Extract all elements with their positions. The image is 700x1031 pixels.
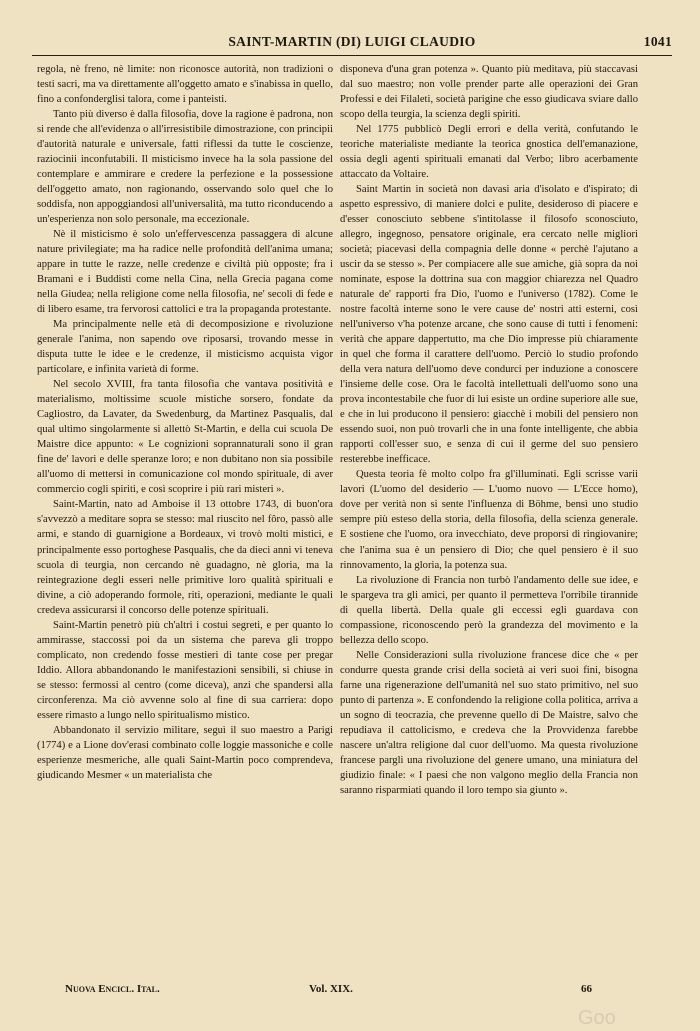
page-footer	[37, 983, 637, 1001]
header-rule	[32, 55, 672, 56]
paragraph: Nel 1775 pubblicò Degli errori e della verità, confutando le teoriche materialiste mediante la teorica gnostica dell'emanazione, ossia degli agenti spirituali emanati dal Verbo; libro acerbamente attaccato da Voltaire.	[340, 124, 638, 181]
scan-watermark: Goo	[578, 1007, 616, 1029]
paragraph: regola, nè freno, nè limite: non riconosce autorità, non tradizioni o testi sacri, ma va direttamente all'oggetto amato e s'inabissa in quello, fino a confonderglisi talora, come i panteisti.	[37, 64, 333, 106]
paragraph: La rivoluzione di Francia non turbò l'andamento delle sue idee, e le spargeva tra gli amici, per quanto il permetteva l'orribile tirannide di quella libertà. Della quale gli eccessi egli guardava con compassione, riconoscendo però la grandezza del movimento e la bellezza dello scopo.	[340, 574, 638, 646]
paragraph: disponeva d'una gran potenza ». Quanto più meditava, più staccavasi dal suo maestro; non volle prender parte alle operazioni dei Gran Professi e dei Filaleti, società parigine che esso giudicava sviare dallo scopo della teurgia, la scienza degli spiriti.	[340, 64, 638, 121]
paragraph: Ma principalmente nelle età di decomposizione e rivoluzione generale l'anima, non sapendo ove riposarsi, trovando messe in disputa tutte le idee e le credenze, il misticismo acquista vigor particolare, e infinita varietà di forme.	[37, 319, 333, 376]
running-header	[32, 32, 672, 52]
footer-volume: Vol. XIX.	[309, 983, 353, 995]
paragraph: Questa teoria fè molto colpo fra gl'illuminati. Egli scrisse varii lavori (L'uomo del desiderio — L'uomo nuovo — L'Ecce homo), dove per verità non si sente l'influenza di Böhme, bensì uno studio sempre più esteso della storia, della filosofia, della scienza generale. E sostiene che l'uomo, ora invecchiato, deve proporsi di ringiovanire; che l'anima sua è un pensiero di Dio; che quel pensiero è il suo rinnovamento, la gloria, la potenza sua.	[340, 469, 638, 571]
paragraph: Nè il misticismo è solo un'effervescenza passaggera di alcune nature privilegiate; ma ha radice nelle profondità dell'anima umana; appare in tutte le razze, nelle credenze e civiltà più opposte; fra i Bramani e i Buddisti come nella Cina, nella Grecia pagana come nella Giudea; nella religione come nella filosofia, ne' secoli di fede e di libero esame, tra fervorosi cattolici e tra la propaganda protestante.	[37, 229, 333, 316]
paragraph: Abbandonato il servizio militare, seguì il suo maestro a Parigi (1774) e a Lione dov'erasi combinato colle loggie massoniche e colle esperienze mesmeriche, alle quali Saint-Martin poco comprendeva, giudicando Mesmer « un materialista che	[37, 724, 333, 781]
paragraph: Saint-Martin, nato ad Amboise il 13 ottobre 1743, di buon'ora s'avvezzò a meditare sopra se stesso: mal riuscito nel fôro, passò alle armi, e stando di guarnigione a Bordeaux, vi trovò molti mistici, e principalmente esso portoghese Pasqualis, che da dieci anni vi teneva scuola di teurgia, non cercando nè guadagno, nè gloria, ma la reintegrazione degli esseri nelle primitive loro qualità spirituali e divine, a ciò adoperando formole, riti, operazioni, mediante le quali credeva assicurarsi il concorso delle potenze spirituali.	[37, 499, 333, 616]
paragraph: Nel secolo XVIII, fra tanta filosofia che vantava positività e materialismo, moltissime scuole mistiche sorsero, fondate da Cagliostro, da Lavater, da Swedenburg, da Martinez Pasqualis, dal qual ultimo singolarmente si allettò St-Martin, e della cui scuola De Maistre dice appunto: « Le cognizioni soprannaturali sono il gran fine de' lavori e delle speranze loro; e non dubitano non sia possibile all'uomo di mettersi in comunicazione col mondo spirituale, di aver commercio cogli spiriti, e così scoprire i più rari misteri ».	[37, 379, 333, 496]
left-column	[37, 62, 333, 978]
footer-source: Nuova Encicl. Ital.	[65, 983, 160, 995]
page-title: SAINT-MARTIN (DI) LUIGI CLAUDIO	[228, 34, 476, 49]
paragraph: Saint-Martin penetrò più ch'altri i costui segreti, e per quanto lo ammirasse, staccossi poi da un sistema che pareva gli troppo complicato, non credendo fosse mestieri di tante cose per pregar Iddio. Allora abbandonando le manifestazioni sensibili, si chiuse in se stesso: fermossi al centro (come diceva), anzi che spandersi alla circonferenza. Ma ciò avvenne solo al fine di sua carriera: dopo essere rimasto a lungo nello spiritualismo mistico.	[37, 619, 333, 721]
paragraph: Nelle Considerazioni sulla rivoluzione francese dice che « per condurre questa grande crisi della società ai veri suoi fini, bisogna farne una rigenerazione dell'umanità nel suo stato primitivo, nel suo punto di partenza ». E confondendo la religione colla politica, arriva a un sogno di teocrazia, che prevenne quello di De Maistre, salvo che repudiava il cattolicismo, e credeva che la Provvidenza farebbe nascere un'altra religione dal cuor dell'uomo. Ma questa rivoluzione francese pargli una rivoluzione del genere umano, una miniatura del giudizio finale: « I paesi che non valgono meglio della Francia non saranno risparmiati quando il loro tempo sia giunto ».	[340, 649, 638, 796]
footer-sheet-number: 66	[581, 983, 592, 995]
page-number: 1041	[643, 34, 672, 49]
paragraph: Saint Martin in società non davasi aria d'isolato e d'ispirato; di aspetto espressivo, di maniere dolci e pulite, desideroso di piacere e d'esser conosciuto sebbene s'intitolasse il filosofo sconosciuto, allegro, ingegnoso, pensatore originale, era cercato nelle migliori società; piacevasi della compagnia delle donne « perchè l'ajutano a uscir da se stesso ». Per compiacere alle sue amiche, già sopra da noi nominate, espose la dottrina sua con maggior chiarezza nel Quadro naturale de' rapporti fra Dio, l'uomo e l'universo (1782). Come le nostre facoltà interne sono le vere cause de' nostri atti esterni, così nell'universo v'ha potenze arcane, che sono cause di tutti i fenomeni: verità che appare dappertutto, ma che Dio impresse più chiaramente in quel che forma il carattere dell'uomo. Perciò lo studio profondo della vera natura dell'uomo deve condurci per induzione a conoscere l'insieme delle cose. Ora le facoltà intellettuali dell'uomo sono una prova incontestabile che fuor di lui esiste un ordine superiore alle sue, e che in lui producono il pensiero: giacchè i mobili del pensiero non essendo suoi, non può trovarli che in una fonte intelligente, che abbia rapporti coll'esser suo, e senza di cui il germe del suo pensiero resterebbe inefficace.	[340, 184, 638, 466]
paragraph: Tanto più diverso è dalla filosofia, dove la ragione è padrona, non si rende che all'evidenza o all'irresistibile dimostrazione, con principii d'autorità naturale e universale, fatti riflessi da tutte le coscienze, raziocinii inconfutabili. Il misticismo invece ha la sola passione del contemplare e ammirare e credere la perfezione e la possessione dell'oggetto amato, non ragionando, osservando solo quel che lo soddisfa, non appoggiandosi all'universalità, ma tutto riconducendo a un'esperienza non solo personale, ma eccezionale.	[37, 109, 333, 226]
right-column	[340, 62, 638, 978]
